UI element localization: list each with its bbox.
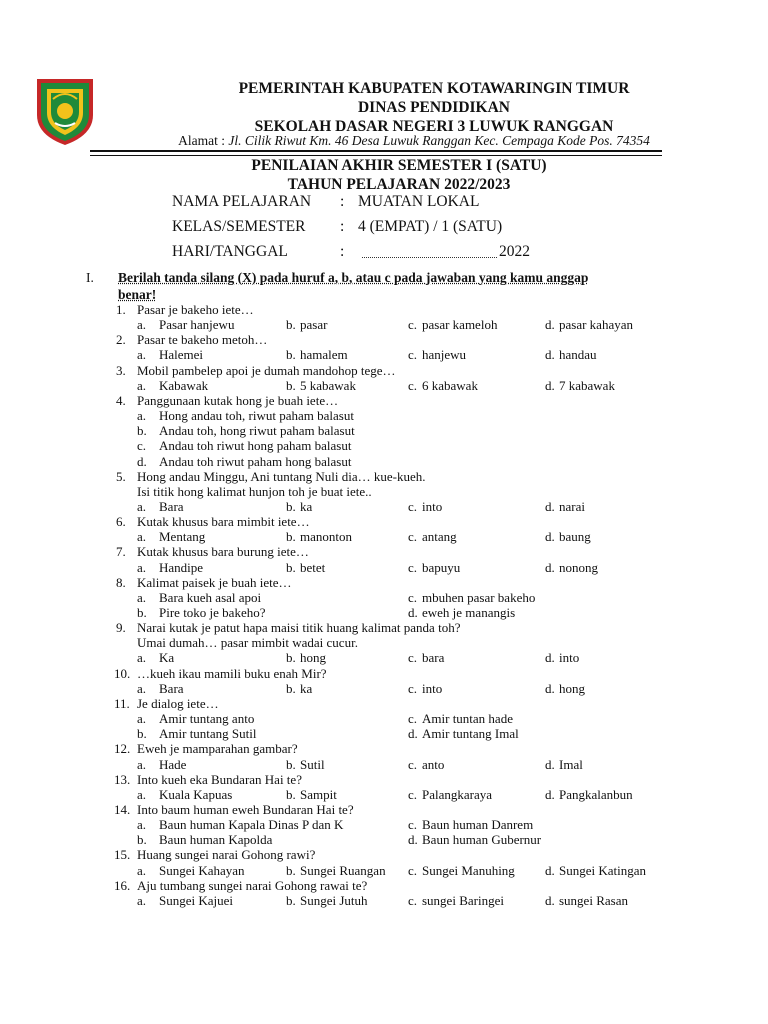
question-text: Panggunaan kutak hong je buah iete… — [137, 392, 339, 408]
question-number: 12. — [114, 741, 131, 757]
option-text[interactable]: hanjewu — [422, 347, 467, 363]
option-letter[interactable]: a. — [137, 756, 147, 772]
question-number: 15. — [114, 847, 131, 863]
question-text: Aju tumbang sungei narai Gohong rawai te? — [137, 877, 368, 893]
option-text[interactable]: pasar kameloh — [422, 317, 498, 333]
option-letter[interactable]: a. — [137, 589, 147, 605]
option-letter[interactable]: c. — [408, 317, 418, 333]
field-class-sep: : — [340, 218, 345, 235]
option-text[interactable]: hong — [300, 650, 326, 666]
option-letter[interactable]: d. — [545, 498, 555, 514]
option-text[interactable]: sungei Rasan — [559, 892, 628, 908]
option-text[interactable]: Pire toko je bakeho? — [159, 605, 266, 620]
option-text[interactable]: into — [559, 650, 580, 666]
option-letter[interactable]: b. — [286, 786, 296, 802]
option-letter[interactable]: c. — [408, 559, 418, 575]
option-letter[interactable]: d. — [545, 862, 555, 878]
option-letter[interactable]: d. — [545, 786, 555, 802]
question-number: 10. — [114, 665, 131, 681]
header-address — [100, 133, 728, 149]
option-text[interactable]: hong — [559, 680, 585, 696]
option-text[interactable]: ka — [300, 680, 313, 696]
question-number: 4. — [116, 392, 126, 408]
option-letter[interactable]: b. — [286, 317, 296, 333]
question-text: Je dialog iete… — [137, 695, 219, 711]
option-letter[interactable]: d. — [545, 650, 555, 666]
option-letter[interactable]: b. — [286, 529, 296, 545]
section-instruction-cont: benar! — [118, 287, 157, 302]
option-letter[interactable]: c. — [408, 680, 418, 696]
question-text: Isi titik hong kalimat hunjon toh je buat iete.. — [137, 483, 372, 499]
exam-year: TAHUN PELAJARAN 2022/2023 — [287, 176, 511, 193]
option-text[interactable]: ka — [300, 498, 313, 514]
header-divider-thin — [90, 155, 662, 156]
option-text[interactable]: Bara — [159, 498, 184, 514]
option-letter[interactable]: b. — [137, 423, 147, 439]
question-text: Into baum human eweh Bundaran Hai te? — [137, 801, 354, 817]
option-letter[interactable]: a. — [137, 711, 147, 727]
option-letter[interactable]: b. — [286, 377, 296, 393]
option-text[interactable]: Handipe — [159, 559, 204, 575]
option-letter[interactable]: c. — [408, 650, 418, 666]
option-letter[interactable]: c. — [408, 377, 418, 393]
question-number: 16. — [114, 877, 131, 893]
option-letter[interactable]: a. — [137, 347, 147, 363]
option-text[interactable]: hamalem — [300, 347, 348, 363]
question-text: Into kueh eka Bundaran Hai te? — [137, 771, 302, 787]
question-text: Pasar te bakeho metoh… — [137, 332, 268, 348]
option-text[interactable]: handau — [559, 347, 597, 363]
question-number: 6. — [116, 514, 126, 530]
option-text[interactable]: Sutil — [300, 756, 325, 772]
option-text[interactable]: Sungei Kahayan — [159, 862, 245, 878]
option-text[interactable]: anto — [422, 756, 445, 772]
option-text[interactable]: 7 kabawak — [559, 377, 615, 393]
question-text: Kutak khusus bara burung iete… — [137, 544, 309, 560]
question-number: 3. — [116, 362, 126, 378]
option-letter[interactable]: a. — [137, 529, 147, 545]
question-text: Pasar je bakeho iete… — [137, 302, 254, 317]
field-date-label: HARI/TANGGAL — [172, 243, 288, 260]
field-date-sep: : — [340, 243, 345, 260]
option-letter[interactable]: d. — [545, 377, 555, 393]
question-number: 2. — [116, 332, 126, 348]
question-text: Kalimat paisek je buah iete… — [137, 574, 292, 590]
question-text: Huang sungei narai Gohong rawi? — [137, 847, 316, 863]
field-subject-value: MUATAN LOKAL — [358, 193, 480, 210]
option-letter[interactable]: a. — [137, 862, 147, 878]
section-instruction: Berilah tanda silang (X) pada huruf a, b, atau c pada jawaban yang kamu anggap — [118, 270, 589, 285]
option-text[interactable]: nonong — [559, 559, 598, 575]
option-text[interactable]: betet — [300, 559, 326, 575]
option-text[interactable]: Andau toh riwut hong paham balasut — [159, 438, 352, 454]
option-text[interactable]: Ka — [159, 650, 175, 666]
section-number: I. — [86, 270, 94, 285]
option-text[interactable]: Hade — [159, 756, 187, 772]
option-letter[interactable]: c. — [137, 438, 147, 454]
regency-logo — [33, 75, 97, 147]
question-number: 5. — [116, 468, 126, 484]
question-text: …kueh ikau mamili buku enah Mir? — [137, 665, 327, 681]
header-divider-thick — [90, 150, 662, 152]
question-text: Hong andau Minggu, Ani tuntang Nuli dia… kue-kueh. — [137, 468, 426, 484]
option-letter[interactable]: d. — [545, 529, 555, 545]
option-text[interactable]: 5 kabawak — [300, 377, 356, 393]
option-text[interactable]: into — [422, 680, 443, 696]
option-text[interactable]: sungei Baringei — [422, 892, 504, 908]
option-text[interactable]: Amir tuntan hade — [422, 711, 513, 727]
regency-emblem-icon — [33, 75, 97, 147]
question-number: 7. — [116, 544, 126, 560]
option-text[interactable]: bapuyu — [422, 559, 461, 575]
question-text: Mobil pambelep apoi je dumah mandohop tege… — [137, 362, 396, 378]
option-text[interactable]: Sampit — [300, 786, 337, 802]
option-text[interactable]: eweh je manangis — [422, 605, 516, 620]
option-text[interactable]: manonton — [300, 529, 352, 545]
question-number: 8. — [116, 574, 126, 590]
option-letter[interactable]: a. — [137, 817, 147, 833]
option-letter[interactable]: d. — [408, 726, 418, 742]
option-text[interactable]: Pasar hanjewu — [159, 317, 235, 333]
option-text[interactable]: pasar — [300, 317, 328, 333]
option-letter[interactable]: b. — [286, 862, 296, 878]
option-letter[interactable]: b. — [137, 605, 147, 620]
option-text[interactable]: Sungei Katingan — [559, 862, 647, 878]
option-text[interactable]: Andau toh, hong riwut paham balasut — [159, 423, 355, 439]
option-text[interactable]: pasar kahayan — [559, 317, 633, 333]
header-government: PEMERINTAH KABUPATEN KOTAWARINGIN TIMUR — [238, 80, 630, 97]
option-letter[interactable]: c. — [408, 756, 418, 772]
option-text[interactable]: Baun human Kapolda — [159, 832, 273, 848]
option-letter[interactable]: d. — [545, 347, 555, 363]
option-letter[interactable]: d. — [545, 756, 555, 772]
option-letter[interactable]: d. — [545, 680, 555, 696]
option-letter[interactable]: b. — [286, 559, 296, 575]
option-letter[interactable]: b. — [286, 680, 296, 696]
address-label: Alamat : — [178, 133, 225, 148]
date-fill-line — [362, 257, 497, 258]
address-text: Jl. Cilik Riwut Km. 46 Desa Luwuk Ranggan Kec. Cempaga Kode Pos. 74354 — [228, 133, 650, 148]
option-letter[interactable]: c. — [408, 347, 418, 363]
question-number: 13. — [114, 771, 131, 787]
option-letter[interactable]: b. — [286, 498, 296, 514]
option-letter[interactable]: a. — [137, 559, 147, 575]
option-text[interactable]: Baun human Danrem — [422, 817, 534, 833]
field-subject-label: NAMA PELAJARAN — [172, 193, 312, 210]
option-text[interactable]: Baun human Kapala Dinas P dan K — [159, 817, 344, 833]
question-text: Eweh je mamparahan gambar? — [137, 741, 298, 757]
question-number: 1. — [116, 302, 126, 317]
option-text[interactable]: mbuhen pasar bakeho — [422, 589, 536, 605]
header-school: SEKOLAH DASAR NEGERI 3 LUWUK RANGGAN — [254, 118, 614, 135]
option-text[interactable]: baung — [559, 529, 591, 545]
option-letter[interactable]: c. — [408, 498, 418, 514]
question-number: 11. — [114, 695, 130, 711]
option-letter[interactable]: c. — [408, 892, 418, 908]
option-text[interactable]: Bara kueh asal apoi — [159, 589, 262, 605]
option-letter[interactable]: a. — [137, 498, 147, 514]
option-text[interactable]: antang — [422, 529, 457, 545]
option-text[interactable]: Andau toh riwut paham hong balasut — [159, 453, 352, 469]
option-letter[interactable]: c. — [408, 711, 418, 727]
exam-title: PENILAIAN AKHIR SEMESTER I (SATU) — [251, 157, 547, 174]
option-letter[interactable]: a. — [137, 408, 147, 424]
option-text[interactable]: Sungei Jutuh — [300, 892, 368, 908]
option-letter[interactable]: a. — [137, 892, 147, 908]
option-letter[interactable]: c. — [408, 529, 418, 545]
option-text[interactable]: Sungei Ruangan — [300, 862, 386, 878]
field-subject-sep: : — [340, 193, 345, 210]
option-text[interactable]: Imal — [559, 756, 583, 772]
option-letter[interactable]: b. — [137, 832, 147, 848]
option-letter[interactable]: b. — [286, 347, 296, 363]
option-text[interactable]: Kuala Kapuas — [159, 786, 233, 802]
option-letter[interactable]: b. — [286, 756, 296, 772]
question-number: 14. — [114, 801, 131, 817]
option-letter[interactable]: d. — [408, 832, 418, 848]
option-letter[interactable]: c. — [408, 589, 418, 605]
option-letter[interactable]: a. — [137, 317, 147, 333]
option-text[interactable]: Amir tuntang Sutil — [159, 726, 257, 742]
option-text[interactable]: Pangkalanbun — [559, 786, 633, 802]
option-letter[interactable]: b. — [137, 726, 147, 742]
field-class-label: KELAS/SEMESTER — [172, 218, 306, 235]
option-letter[interactable]: d. — [545, 892, 555, 908]
option-letter[interactable]: d. — [137, 453, 147, 469]
option-text[interactable]: Amir tuntang anto — [159, 711, 255, 727]
option-letter[interactable]: a. — [137, 377, 147, 393]
question-text: Umai dumah… pasar mimbit wadai cucur. — [137, 635, 358, 651]
option-text[interactable]: Bara — [159, 680, 184, 696]
option-letter[interactable]: c. — [408, 817, 418, 833]
option-text[interactable]: Halemei — [159, 347, 204, 363]
option-letter[interactable]: a. — [137, 680, 147, 696]
field-date-value: 2022 — [499, 243, 530, 260]
option-text[interactable]: Amir tuntang Imal — [422, 726, 519, 742]
option-text[interactable]: Mentang — [159, 529, 206, 545]
option-text[interactable]: bara — [422, 650, 445, 666]
option-letter[interactable]: a. — [137, 650, 147, 666]
option-letter[interactable]: c. — [408, 862, 418, 878]
option-letter[interactable]: d. — [545, 317, 555, 333]
option-text[interactable]: Sungei Manuhing — [422, 862, 515, 878]
option-text[interactable]: Palangkaraya — [422, 786, 493, 802]
option-letter[interactable]: b. — [286, 892, 296, 908]
question-text: Narai kutak je patut hapa maisi titik huang kalimat panda toh? — [137, 620, 461, 636]
option-text[interactable]: narai — [559, 498, 585, 514]
option-letter[interactable]: d. — [408, 605, 418, 620]
option-letter[interactable]: d. — [545, 559, 555, 575]
option-text[interactable]: 6 kabawak — [422, 377, 478, 393]
header-department: DINAS PENDIDIKAN — [357, 99, 510, 116]
option-text[interactable]: Sungei Kajuei — [159, 892, 234, 908]
question-text: Kutak khusus bara mimbit iete… — [137, 514, 310, 530]
option-text[interactable]: Baun human Gubernur — [422, 832, 542, 848]
option-text[interactable]: into — [422, 498, 443, 514]
option-letter[interactable]: c. — [408, 786, 418, 802]
option-text[interactable]: Hong andau toh, riwut paham balasut — [159, 408, 354, 424]
field-class-value: 4 (EMPAT) / 1 (SATU) — [358, 218, 503, 235]
question-number: 9. — [116, 620, 126, 636]
option-letter[interactable]: a. — [137, 786, 147, 802]
option-letter[interactable]: b. — [286, 650, 296, 666]
option-text[interactable]: Kabawak — [159, 377, 209, 393]
